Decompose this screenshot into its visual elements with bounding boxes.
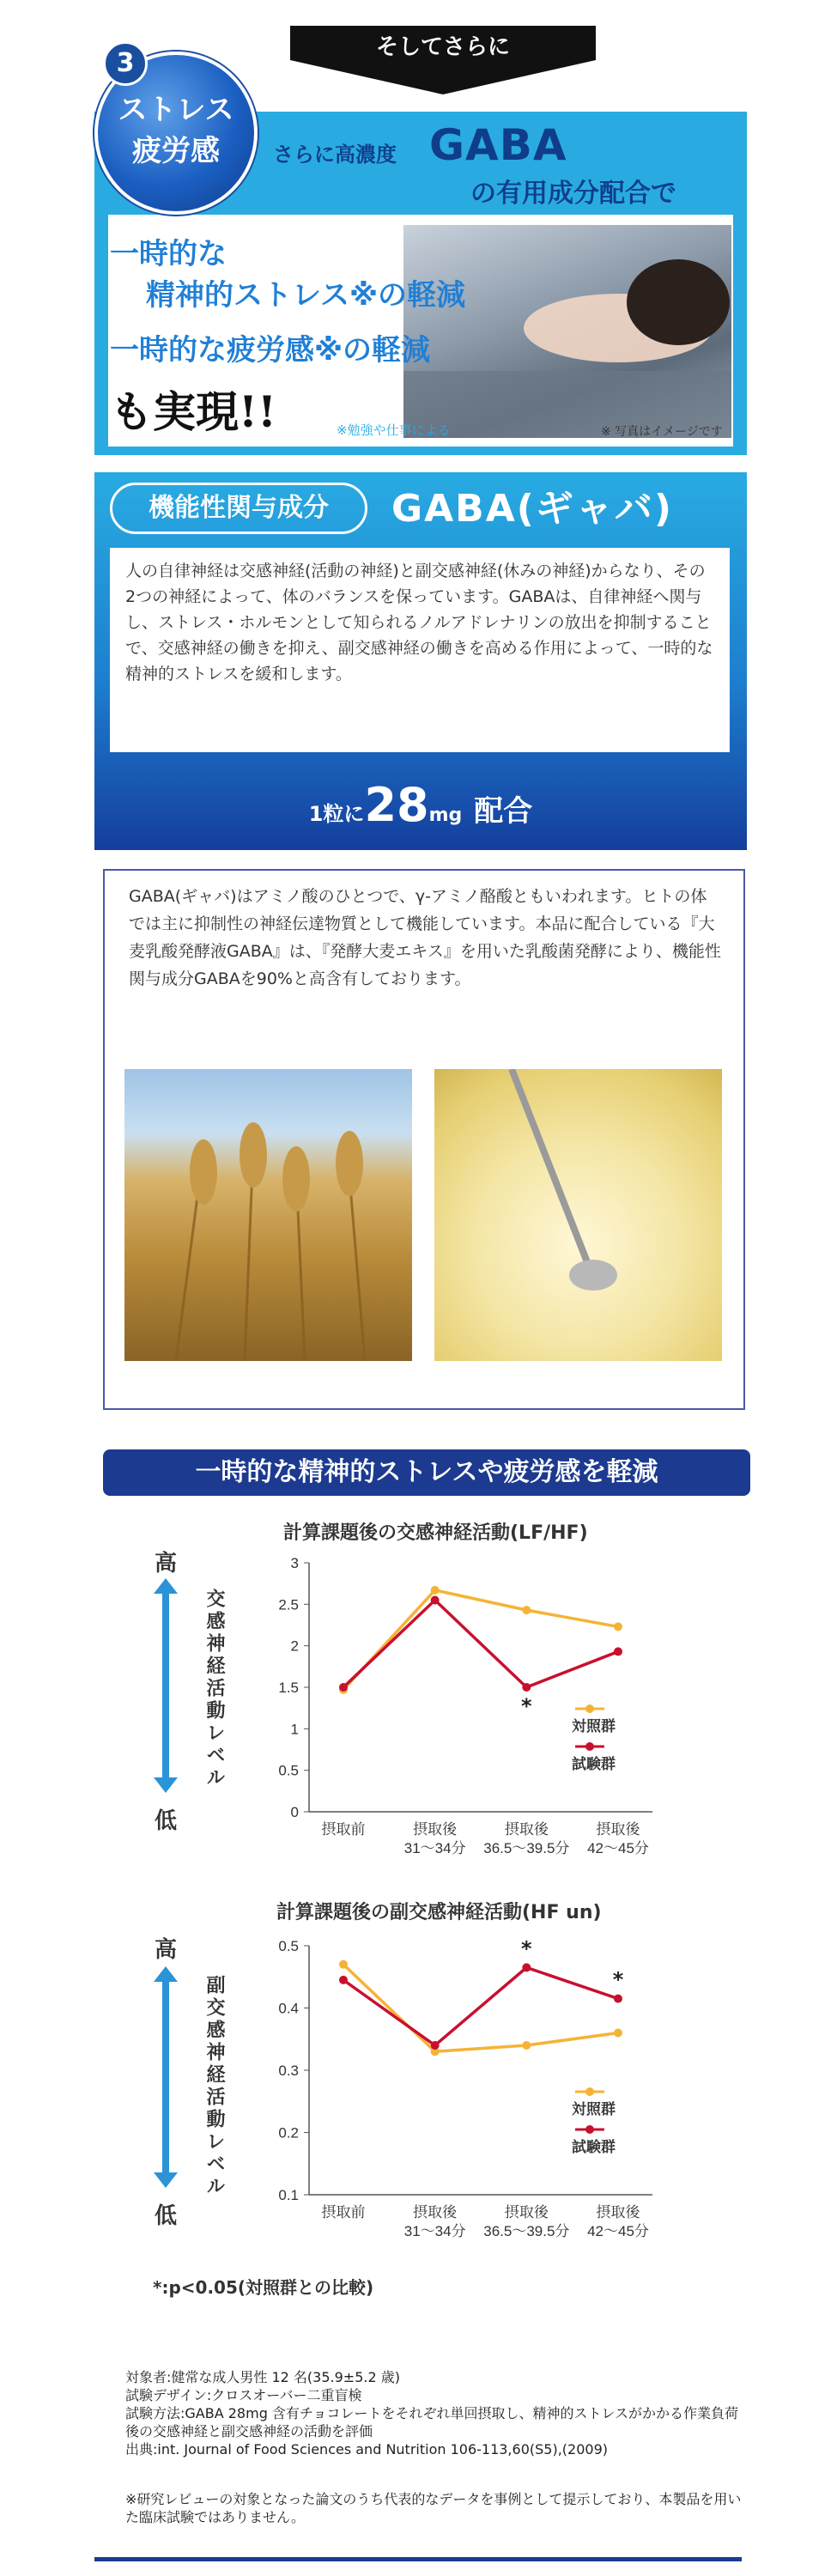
- badge-number: 3: [103, 41, 148, 86]
- badge-line1: ストレス: [118, 93, 234, 127]
- banner-text: そしてさらに: [375, 34, 510, 60]
- fermentation-illustration: [434, 1069, 722, 1361]
- chart2-legend-label: 試験群: [572, 2139, 616, 2155]
- claim-line2: 精神的ストレス※の軽減: [146, 278, 466, 313]
- chart1-data-point: [614, 1647, 622, 1656]
- chart2-series-line: [343, 1967, 618, 2045]
- chart1-x-tick-label: 摂取後: [504, 1821, 549, 1838]
- chart1-x-tick-label: 36.5〜39.5分: [483, 1840, 570, 1856]
- claim-big: も実現!!: [110, 386, 276, 437]
- footnote-disclaimer: ※研究レビューの対象となった論文のうち代表的なデータを事例として提示しており、本製品を用いた臨床試験ではありません。: [125, 2491, 742, 2525]
- chart1-x-tick-label: 摂取後: [596, 1821, 640, 1838]
- chart2-x-tick-label: 摂取前: [321, 2204, 366, 2221]
- chart2-title: 計算課題後の副交感神経活動(HF un): [276, 1902, 602, 1923]
- chart1-data-point: [522, 1683, 531, 1692]
- chart2-x-tick-label: 摂取後: [596, 2204, 640, 2221]
- chart1-y-tick-label: 2.5: [278, 1596, 299, 1613]
- chart2-data-point: [614, 2029, 622, 2038]
- chart1-significance-mark: *: [521, 1694, 532, 1718]
- footnote-design: 試験デザイン:クロスオーバー二重盲検: [125, 2387, 362, 2403]
- chart2-scale-arrow: [151, 1966, 180, 2188]
- chart1-scale-arrow: [151, 1578, 180, 1793]
- chart2-data-point: [431, 2041, 440, 2050]
- relaxing-woman-photo: [403, 225, 731, 438]
- chart2-data-point: [522, 2041, 531, 2050]
- woman-photo-illustration: [403, 225, 731, 438]
- dose-prefix: 1粒に: [308, 802, 365, 826]
- chart1-x-tick-label: 摂取後: [413, 1821, 458, 1838]
- study-details: [125, 2368, 743, 2458]
- chart2-x-tick-label: 摂取後: [504, 2204, 549, 2221]
- chart2-data-point: [339, 1960, 348, 1969]
- chart2-x-tick-label: 42〜45分: [587, 2223, 649, 2239]
- chart2-data-point: [522, 1963, 531, 1971]
- note-work: ※勉強や仕事による: [337, 422, 451, 438]
- chart2-high-label: 高: [155, 1937, 178, 1963]
- chart2-data-point: [614, 1995, 622, 2003]
- bottom-rule: [94, 2557, 742, 2561]
- badge-line2: 疲労感: [132, 134, 220, 168]
- chart2-legend-marker: [585, 2087, 594, 2096]
- lead-prefix: さらに高濃度: [273, 143, 397, 167]
- chart2-legend-label: 対照群: [572, 2101, 616, 2117]
- chart2: [258, 1929, 704, 2255]
- dose-suffix: 配合: [474, 794, 533, 829]
- chart2-y-tick-label: 0.5: [278, 1938, 299, 1954]
- dose-line: [94, 778, 747, 832]
- chart1-y-tick-label: 1: [290, 1721, 299, 1738]
- chart1-y-tick-label: 3: [290, 1555, 299, 1571]
- chart1-data-point: [614, 1622, 622, 1631]
- chart2-y-tick-label: 0.4: [278, 2000, 299, 2017]
- chart2-legend-marker: [585, 2125, 594, 2134]
- chart1-ylabel: 交感神経活動レベル: [203, 1589, 225, 1789]
- lead-gaba: GABA: [429, 120, 567, 170]
- chart2-y-tick-label: 0.2: [278, 2124, 299, 2142]
- chart1-legend-label: 対照群: [572, 1718, 616, 1735]
- chart1-x-tick-label: 摂取前: [321, 1821, 366, 1838]
- footnote-method: 試験方法:GABA 28mg 含有チョコレートをそれぞれ単回摂取し、精神的ストレスがかかる作業負荷後の交感神経と副交感神経の活動を評価: [125, 2405, 738, 2439]
- chart1-legend-marker: [585, 1704, 594, 1713]
- chart2-low-label: 低: [155, 2203, 178, 2229]
- chart2-data-point: [339, 1976, 348, 1984]
- chart1-legend-label: 試験群: [572, 1756, 616, 1772]
- chart1-y-tick-label: 0.5: [278, 1762, 299, 1779]
- chart2-x-tick-label: 31〜34分: [403, 2223, 466, 2239]
- gaba-explanation: 人の自律神経は交感神経(活動の神経)と副交感神経(休みの神経)からなり、その2つの神経によって、体のバランスを保っています。GABAは、自律神経へ関与し、ストレス・ホルモンとして知られるノルアドレナリンの放出を抑制することで、交感神経の働きを抑え、副交感神経の働きを高める作用によって、一時的な精神的ストレスを緩和します。: [110, 548, 730, 752]
- barley-illustration: [124, 1069, 412, 1361]
- chart1-y-tick-label: 1.5: [278, 1680, 299, 1696]
- chart1-data-point: [431, 1596, 440, 1605]
- claim-line3: 一時的な疲労感※の軽減: [110, 333, 431, 368]
- chart1-y-tick-label: 0: [290, 1804, 299, 1820]
- chart1-data-point: [522, 1606, 531, 1614]
- chart1-series-line: [343, 1590, 618, 1690]
- chart1-legend-marker: [585, 1742, 594, 1751]
- chart1: [258, 1546, 704, 1872]
- chart1-high-label: 高: [155, 1551, 178, 1577]
- note-image: ※ 写真はイメージです: [601, 425, 723, 439]
- dose-unit: mg: [428, 805, 463, 826]
- chart1-low-label: 低: [155, 1808, 178, 1834]
- chart2-significance-mark: *: [612, 1967, 624, 1992]
- chart2-ylabel: 副交感神経活動レベル: [203, 1975, 225, 2198]
- lead-suffix: の有用成分配合で: [470, 179, 676, 209]
- chart1-y-tick-label: 2: [290, 1637, 299, 1655]
- footnote-subjects: 対象者:健常な成人男性 12 名(35.9±5.2 歳): [125, 2369, 400, 2385]
- significance-note: *:p<0.05(対照群との比較): [153, 2277, 374, 2298]
- function-pill: 機能性関与成分: [110, 483, 367, 534]
- chart2-x-tick-label: 摂取後: [413, 2204, 458, 2221]
- graph-section-title: 一時的な精神的ストレスや疲労感を軽減: [103, 1449, 750, 1496]
- chart1-data-point: [431, 1586, 440, 1595]
- chart2-y-tick-label: 0.3: [278, 2063, 299, 2079]
- chart1-x-tick-label: 31〜34分: [403, 1840, 466, 1856]
- chart2-y-tick-label: 0.1: [278, 2187, 299, 2203]
- chart1-title: 計算課題後の交感神経活動(LF/HF): [283, 1522, 588, 1544]
- dose-value: 28: [364, 778, 429, 832]
- gaba-info-text: GABA(ギャバ)はアミノ酸のひとつで、γ-アミノ酪酸ともいわれます。ヒトの体では主に抑制性の神経伝達物質として機能しています。本品に配合している『大麦乳酸発酵液GABA』は、『発酵大麦エキス』を用いた乳酸菌発酵により、機能性関与成分GABAを90%と高含有しております。: [129, 887, 721, 988]
- barley-photo: [124, 1069, 412, 1361]
- claim-line1: 一時的な: [110, 237, 227, 271]
- chart1-data-point: [339, 1683, 348, 1692]
- chart2-significance-mark: *: [521, 1936, 532, 1961]
- fermentation-photo: [434, 1069, 722, 1361]
- chart1-x-tick-label: 42〜45分: [587, 1840, 649, 1856]
- chart2-x-tick-label: 36.5〜39.5分: [483, 2223, 570, 2239]
- footnote-source: 出典:int. Journal of Food Sciences and Nutrition 106-113,60(S5),(2009): [125, 2441, 608, 2458]
- gaba-title: GABA(ギャバ): [391, 487, 673, 531]
